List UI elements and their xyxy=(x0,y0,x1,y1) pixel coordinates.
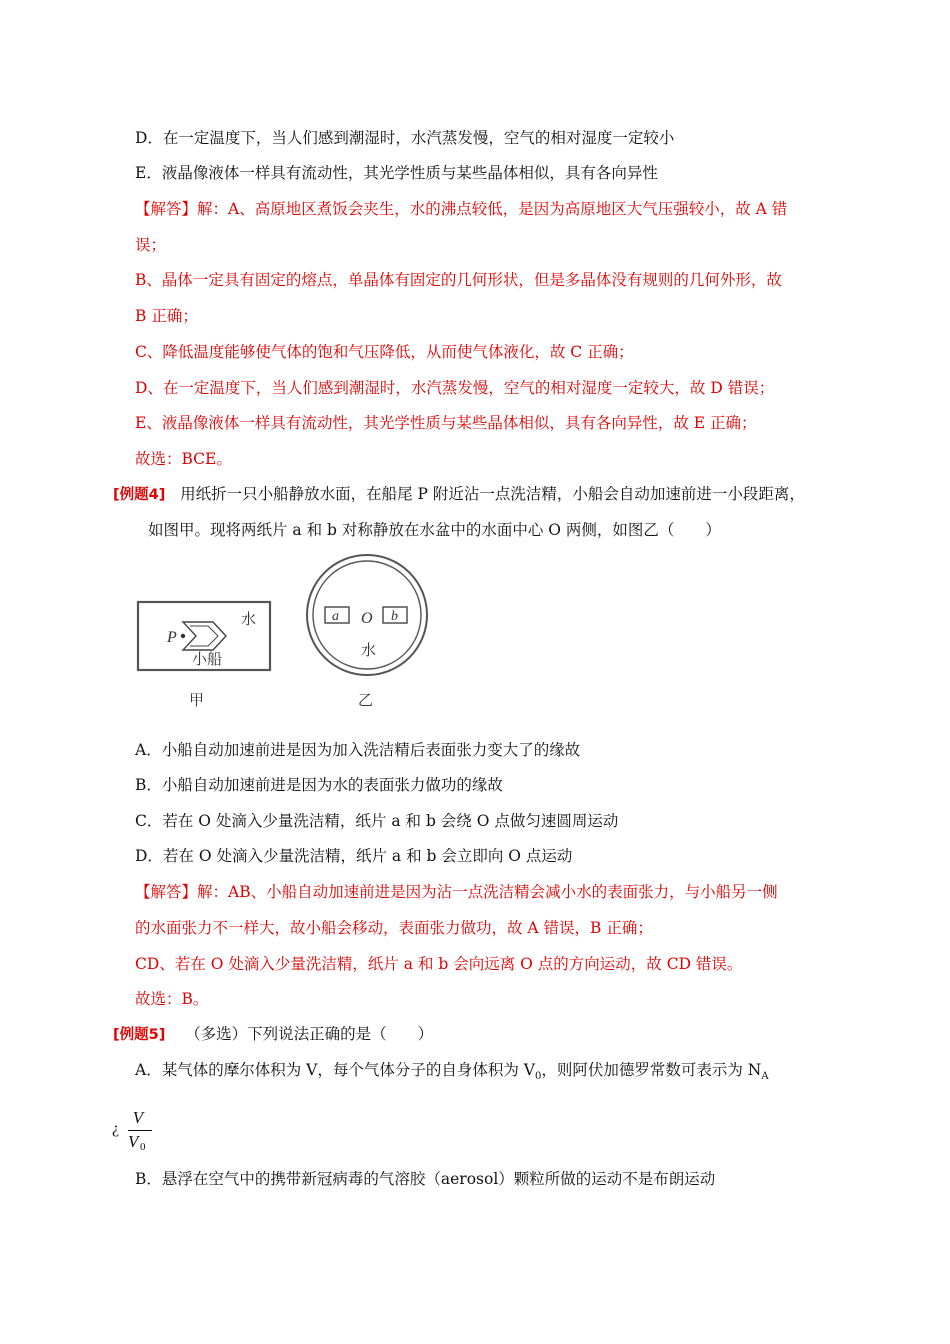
q3-answer-text-5: C、降低温度能够使气体的饱和气压降低，从而使气体液化，故 C 正确； xyxy=(135,343,634,361)
q4-stem-text-2: 如图甲。现将两纸片 a 和 b 对称静放在水盆中的水面中心 O 两侧，如图乙（ ） xyxy=(148,521,721,539)
q5-stem-text: （多选）下列说法正确的是（ ） xyxy=(185,1025,434,1043)
q3-option-e: E．液晶像液体一样具有流动性，其光学性质与某些晶体相似，具有各向异性 xyxy=(135,164,658,182)
q4-figures xyxy=(120,550,450,715)
q4-option-d: D．若在 O 处滴入少量洗洁精，纸片 a 和 b 会立即向 O 点运动 xyxy=(135,847,573,865)
fraction-bar xyxy=(128,1130,152,1131)
fig-jia-caption: 甲 xyxy=(189,693,205,709)
fig-jia-boat-label: 小船 xyxy=(192,652,223,668)
q4-choice: 故选：B。 xyxy=(135,990,209,1008)
formula-prefix: ¿ xyxy=(112,1120,120,1137)
q4-stem-line xyxy=(113,484,805,505)
q3-answer-text-6: D、在一定温度下，当人们感到潮湿时，水汽蒸发慢，空气的相对湿度一定较大，故 D 错误； xyxy=(135,379,775,397)
q5-option-a xyxy=(135,1060,769,1087)
q4-answer-text-2: 的水面张力不一样大，故小船会移动，表面张力做功，故 A 错误，B 正确； xyxy=(135,919,653,937)
q3-answer-text-4: B 正确； xyxy=(135,307,198,325)
q4-option-c: C．若在 O 处滴入少量洗洁精，纸片 a 和 b 会绕 O 点做匀速圆周运动 xyxy=(135,812,619,830)
q5-stem-line xyxy=(113,1024,433,1045)
q3-answer-text-1: 解：A、高原地区煮饭会夹生，水的沸点较低，是因为高原地区大气压强较小，故 A 错 xyxy=(197,200,788,218)
q4-answer-line xyxy=(135,882,778,902)
q4-answer-text-3: CD、若在 O 处滴入少量洗洁精，纸片 a 和 b 会向远离 O 点的方向运动，故 CD 错误。 xyxy=(135,955,743,973)
q4-stem-text-1: 用纸折一只小船静放水面，在船尾 P 附近沾一点洗洁精，小船会自动加速前进一小段距离， xyxy=(180,485,805,503)
q5-option-a-sub0: 0 xyxy=(534,1071,542,1083)
q3-answer-line xyxy=(135,199,787,219)
fig-jia-water-label: 水 xyxy=(241,612,257,628)
figure-yi xyxy=(307,555,427,709)
q5-option-a-tail: ，则阿伏加德罗常数可表示为 N xyxy=(541,1061,762,1079)
answer-tag: 【解答】 xyxy=(135,883,198,901)
q3-answer-text-7: E、液晶像液体一样具有流动性，其光学性质与某些晶体相似，具有各向异性，故 E 正确； xyxy=(135,414,757,432)
p-point xyxy=(181,634,185,638)
paper-boat-inner xyxy=(190,626,218,646)
avogadro-formula xyxy=(112,1108,172,1158)
formula-numerator: V xyxy=(132,1108,144,1127)
q3-option-d: D．在一定温度下，当人们感到潮湿时，水汽蒸发慢，空气的相对湿度一定较小 xyxy=(135,129,675,147)
q4-tag: [例题4] xyxy=(113,487,166,503)
fig-yi-water-label: 水 xyxy=(361,643,377,659)
q3-answer-text-2: 误； xyxy=(135,236,167,254)
q4-option-b: B．小船自动加速前进是因为水的表面张力做功的缘故 xyxy=(135,776,503,794)
q4-option-a: A．小船自动加速前进是因为加入洗洁精后表面张力变大了的缘故 xyxy=(135,741,581,759)
paper-b-label: b xyxy=(391,609,398,624)
figure-jia xyxy=(138,602,270,709)
q5-tag: [例题5] xyxy=(113,1027,166,1043)
q3-answer-text-3: B、晶体一定具有固定的熔点，单晶体有固定的几何形状，但是多晶体没有规则的几何外形，故 xyxy=(135,271,782,289)
q4-answer-text-1: 解：AB、小船自动加速前进是因为沾一点洗洁精会减小水的表面张力，与小船另一侧 xyxy=(197,883,778,901)
paper-a-label: a xyxy=(332,609,339,624)
formula-denominator-sub: 0 xyxy=(140,1141,146,1153)
fig-yi-caption: 乙 xyxy=(358,693,374,709)
fig-jia-p-label: P xyxy=(167,629,177,646)
q5-option-b: B．悬浮在空气中的携带新冠病毒的气溶胶（aerosol）颗粒所做的运动不是布朗运动 xyxy=(135,1170,716,1188)
center-o-label: O xyxy=(361,610,373,627)
q5-option-a-main: A．某气体的摩尔体积为 V，每个气体分子的自身体积为 V xyxy=(135,1061,535,1079)
answer-tag: 【解答】 xyxy=(135,200,198,218)
q3-choice: 故选：BCE。 xyxy=(135,450,232,468)
formula-denominator: V xyxy=(128,1132,139,1151)
q5-option-a-subA: A xyxy=(761,1071,769,1083)
